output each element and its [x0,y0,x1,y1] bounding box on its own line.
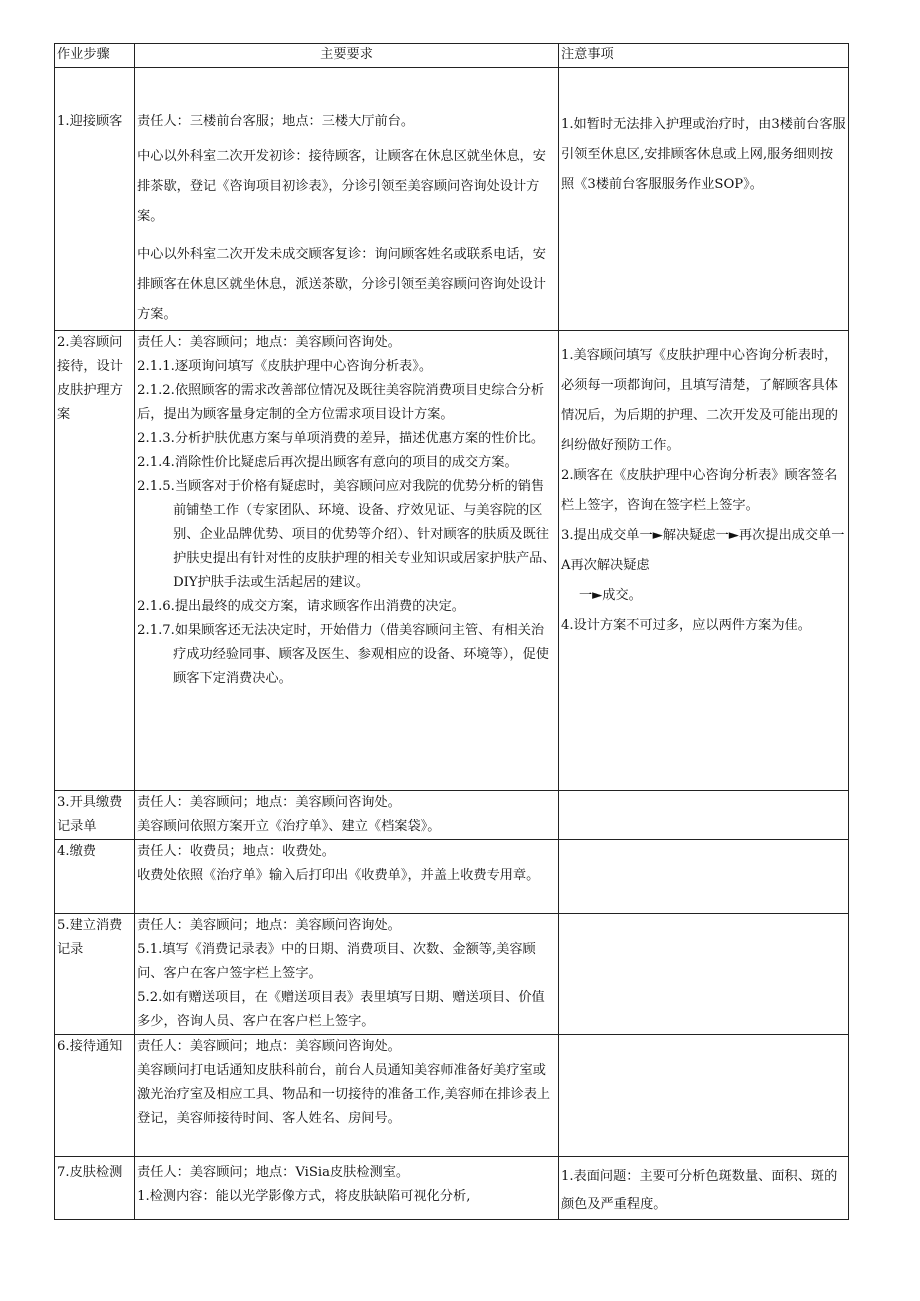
notes-cell [558,914,848,1035]
req-line: 责任人：收费员；地点：收费处。 [137,844,335,859]
req-line: 责任人：美容顾问；地点：美容顾问咨询处。 [137,795,401,810]
table-row [55,840,849,914]
req-line: 2.1.7.如果顾客还无法决定时，开始借力（借美容顾问主管、有相关治疗成功经验同事、顾客及医生、参观相应的设备、环境等），促使顾客下定消费决心。 [137,623,549,686]
notes-cell [558,791,848,840]
step-cell [55,914,135,1035]
notes-cell [558,331,848,791]
step-cell [55,840,135,914]
notes-cell [558,1157,848,1220]
step-cell [55,1157,135,1220]
requirements-cell [135,791,559,840]
step-label: 2.美容顾问接待，设计皮肤护理方案 [57,335,123,422]
step-label: 6.接待通知 [57,1039,123,1054]
req-line: 中心以外科室二次开发未成交顾客复诊：询问顾客姓名或联系电话，安排顾客在休息区就坐休息，派送茶歇，分诊引领至美容顾问咨询处设计方案。 [137,247,546,322]
note-line: 2.顾客在《皮肤护理中心咨询分析表》顾客签名栏上签字，咨询在签字栏上签字。 [560,468,838,513]
table-row [55,791,849,840]
header-step: 作业步骤 [55,44,135,68]
notes-cell [558,1035,848,1157]
req-line: 责任人：三楼前台客服；地点：三楼大厅前台。 [137,114,415,129]
req-line: 2.1.2.依照顾客的需求改善部位情况及既往美容院消费项目史综合分析后，提出为顾客量身定制的全方位需求项目设计方案。 [137,383,545,422]
req-line: 中心以外科室二次开发初诊：接待顾客，让顾客在休息区就坐休息，安排茶歇，登记《咨询项目初诊表》，分诊引领至美容顾问咨询处设计方案。 [137,149,546,224]
table-row [55,68,849,331]
header-requirements: 主要要求 [135,44,559,68]
step-label: 3.开具缴费记录单 [57,795,123,834]
table-row [55,914,849,1035]
step-cell [55,68,135,331]
requirements-cell [135,1157,559,1220]
step-label: 4.缴费 [57,844,96,859]
step-label: 1.迎接顾客 [57,114,123,129]
table-row [55,331,849,791]
req-line: 责任人：美容顾问；地点：美容顾问咨询处。 [137,1039,401,1054]
header-notes: 注意事项 [558,44,848,68]
req-line: 美容顾问依照方案开立《治疗单》、建立《档案袋》。 [137,819,441,834]
req-line: 5.2.如有赠送项目，在《赠送项目表》表里填写日期、赠送项目、价值多少，咨询人员、客户在客户栏上签字。 [137,990,545,1029]
req-line: 美容顾问打电话通知皮肤科前台，前台人员通知美容师准备好美疗室或激光治疗室及相应工具、物品和一切接待的准备工作,美容师在排诊表上登记，美容师接待时间、客人姓名、房间号。 [137,1063,551,1126]
req-line: 2.1.3.分析护肤优惠方案与单项消费的差异，描述优惠方案的性价比。 [137,431,545,446]
table-header-row [55,44,849,68]
req-line: 2.1.5.当顾客对于价格有疑虑时，美容顾问应对我院的优势分析的销售前铺垫工作（专家团队、环境、设备、疗效见证、与美容院的区别、企业品牌优势、项目的优势等介绍）、针对顾客的肤质及既往护肤史提出有针对性的皮肤护理的相关专业知识或居家护肤产品、DIY护肤手法或生活起居的建议。 [137,479,556,590]
table-row [55,1157,849,1220]
req-line: 责任人：美容顾问；地点：美容顾问咨询处。 [137,335,401,350]
note-line: 1.如暂时无法排入护理或治疗时，由3楼前台客服引领至休息区,安排顾客休息或上网,服务细则按照《3楼前台客服服务作业SOP》。 [560,117,846,192]
notes-cell [558,840,848,914]
requirements-cell [135,1035,559,1157]
req-line: 责任人：美容顾问；地点：美容顾问咨询处。 [137,918,401,933]
req-line: 2.1.4.消除性价比疑虑后再次提出顾客有意向的项目的成交方案。 [137,455,518,470]
req-line: 责任人：美容顾问；地点：ViSia皮肤检测室。 [137,1165,410,1180]
note-line: 1.表面问题：主要可分析色斑数量、面积、斑的颜色及严重程度。 [560,1169,838,1212]
notes-cell [558,68,848,331]
requirements-cell [135,68,559,331]
step-cell [55,791,135,840]
requirements-cell [135,914,559,1035]
req-line: 2.1.1.逐项询问填写《皮肤护理中心咨询分析表》。 [137,359,433,374]
step-label: 5.建立消费记录 [57,918,123,957]
req-line: 5.1.填写《消费记录表》中的日期、消费项目、次数、金额等,美容顾问、客户在客户签字栏上签字。 [137,942,536,981]
note-line: 一►成交。 [578,588,642,603]
sop-table [54,43,849,1220]
step-label: 7.皮肤检测 [57,1165,123,1180]
note-line: 1.美容顾问填写《皮肤护理中心咨询分析表时，必须每一项都询问，且填写清楚，了解顾客具体情况后，为后期的护理、二次开发及可能出现的纠纷做好预防工作。 [560,348,838,453]
req-line: 收费处依照《治疗单》输入后打印出《收费单》，并盖上收费专用章。 [137,868,540,883]
step-cell [55,1035,135,1157]
requirements-cell [135,840,559,914]
table-row [55,1035,849,1157]
note-line: 3.提出成交单一►解决疑虑一►再次提出成交单一A再次解决疑虑 [560,528,845,573]
req-line: 1.检测内容：能以光学影像方式，将皮肤缺陷可视化分析, [137,1189,471,1204]
step-cell [55,331,135,791]
req-line: 2.1.6.提出最终的成交方案，请求顾客作出消费的决定。 [137,599,465,614]
note-line: 4.设计方案不可过多，应以两件方案为佳。 [560,618,811,633]
requirements-cell [135,331,559,791]
